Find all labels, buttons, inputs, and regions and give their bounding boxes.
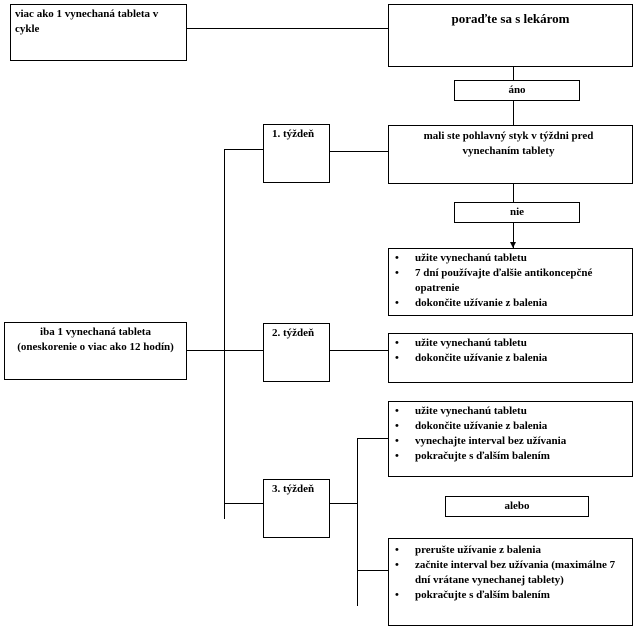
or-box (445, 496, 589, 517)
week2-box (263, 323, 330, 382)
branch-week2 (186, 350, 263, 351)
list-item: • 7 dní používajte ďalšie antikoncepčné opatrenie (391, 266, 628, 296)
week1-box (263, 124, 330, 183)
consult-doctor-box (388, 4, 633, 67)
list-item: • dokončite užívanie z balenia (391, 296, 628, 311)
week2-list-box (388, 333, 633, 383)
yes-box (454, 80, 580, 101)
connector-question-to-no (513, 183, 514, 202)
branch-week3 (224, 503, 263, 504)
list-item: • užite vynechanú tabletu (391, 336, 628, 351)
connector-week1-to-question (330, 151, 388, 152)
missed-more-box (10, 4, 187, 61)
week1-instructions-list (391, 251, 628, 311)
no-label: nie (509, 206, 525, 218)
list-item: • pokračujte s ďalším balením (391, 449, 628, 464)
week3-option-b-list (391, 543, 628, 603)
list-item: • prerušte užívanie z balenia (391, 543, 628, 558)
week3-label: 3. týždeň (272, 483, 315, 495)
connector-week2-to-list (330, 350, 388, 351)
intercourse-question-text: mali ste pohlavný styk v týždni pred vynechaním tablety (423, 130, 594, 157)
yes-label: áno (508, 84, 526, 96)
list-item: • užite vynechanú tabletu (391, 251, 628, 266)
intercourse-question-box (388, 125, 633, 184)
list-item: • začnite interval bez užívania (maximálne 7 dní vrátane vynechanej tablety) (391, 558, 628, 588)
week3-split-line (357, 438, 358, 606)
week3-option-b-box (388, 538, 633, 626)
connector-split-to-list-a (357, 438, 388, 439)
week2-instructions-list (391, 336, 628, 366)
list-item: • dokončite užívanie z balenia (391, 351, 628, 366)
or-label: alebo (504, 500, 530, 512)
week3-box (263, 479, 330, 538)
consult-doctor-text: poraďte sa s lekárom (451, 11, 570, 26)
trunk-line (224, 149, 225, 519)
missed-one-text: iba 1 vynechaná tableta (oneskorenie o viac ako 12 hodín) (17, 326, 174, 353)
connector-missed-more-to-consult (186, 28, 388, 29)
list-item: • vynechajte interval bez užívania (391, 434, 628, 449)
week1-list-box (388, 248, 633, 316)
connector-week3-to-split (330, 503, 357, 504)
list-item: • užite vynechanú tabletu (391, 404, 628, 419)
no-box (454, 202, 580, 223)
branch-week1 (224, 149, 263, 150)
week3-option-a-list (391, 404, 628, 464)
list-item: • pokračujte s ďalším balením (391, 588, 628, 603)
week2-label: 2. týždeň (272, 327, 315, 339)
week3-option-a-box (388, 401, 633, 477)
week1-label: 1. týždeň (272, 128, 315, 140)
connector-split-to-list-b (357, 570, 388, 571)
list-item: • dokončite užívanie z balenia (391, 419, 628, 434)
missed-more-text: viac ako 1 vynechaná tableta v cykle (15, 8, 159, 35)
connector-question-to-yes (513, 101, 514, 125)
missed-one-box (4, 322, 187, 380)
